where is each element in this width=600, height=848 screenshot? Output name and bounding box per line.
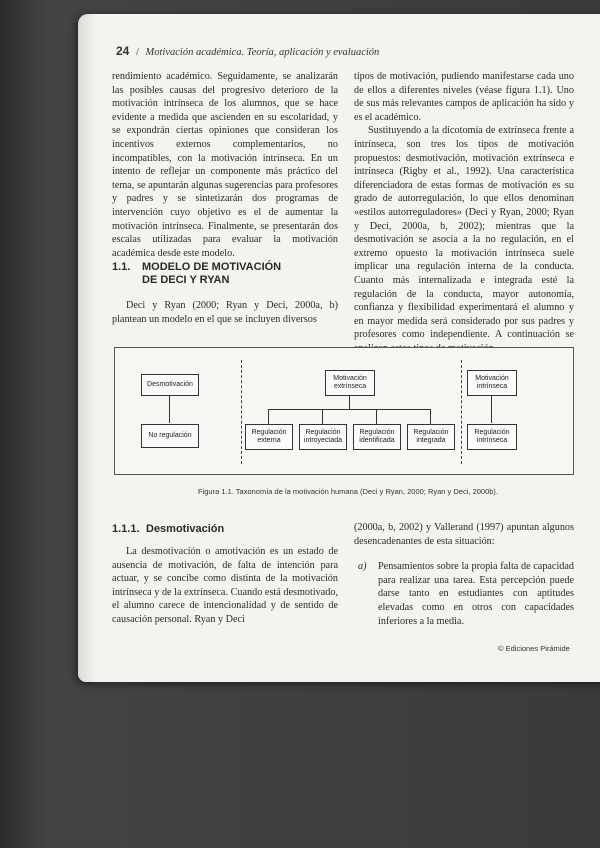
subsection-right-intro: (2000a, b, 2002) y Vallerand (1997) apuntan algunos desencadenantes de esta situación: xyxy=(354,522,574,547)
subsection-title: Desmotivación xyxy=(146,523,225,535)
subsection-number: 1.1.1. xyxy=(112,523,140,535)
section-number: 1.1. xyxy=(112,261,131,273)
list-item-text: Pensamientos sobre la propia falta de capacidad para realizar una tarea. Esta percepción puede darse tanto en estudiantes con aptitudes elevadas como en otros con capacidades inferiores a la media. xyxy=(378,561,574,627)
subsection-paragraph: La desmotivación o amotivación es un estado de ausencia de motivación, de falta de intención para actuar, y se concibe como distinta de la motivación intrínseca y de la extrínseca. Cuando está desmotivado, el alumno carece de intencionalidad y de sentido de causación personal. Ryan y Deci xyxy=(112,546,338,625)
label-reg-introyectada-2: introyectada xyxy=(303,437,343,444)
list-item xyxy=(354,560,574,628)
publisher-footer: © Ediciones Pirámide xyxy=(498,644,570,653)
section-paragraph: Deci y Ryan (2000; Ryan y Deci, 2000a, b) plantean un modelo en el que se incluyen diversos xyxy=(112,300,338,325)
box-motivacion-extrinseca xyxy=(325,370,375,396)
section-title-line1: MODELO DE MOTIVACIÓN xyxy=(142,261,282,273)
connector-branch-4 xyxy=(430,409,431,424)
running-header xyxy=(116,44,379,58)
connector-extrinseca-trunk xyxy=(349,395,350,409)
label-reg-intrinseca-2: intrínseca xyxy=(476,437,508,444)
running-title: Motivación académica. Teoría, aplicación y evaluación xyxy=(145,47,380,58)
connector-desmotivacion xyxy=(169,395,170,423)
connector-branch-3 xyxy=(376,409,377,424)
label-desmotivacion: Desmotivación xyxy=(147,381,193,388)
connector-branch-2 xyxy=(322,409,323,424)
label-motivacion-extrinseca-2: extrínseca xyxy=(333,383,367,390)
header-separator: / xyxy=(135,47,139,58)
label-reg-introyectada-1: Regulación xyxy=(305,429,341,436)
page-number: 24 xyxy=(116,44,130,58)
divider-left xyxy=(241,360,242,464)
section-intro-text xyxy=(112,299,338,326)
label-reg-integrada-2: integrada xyxy=(416,437,446,444)
label-reg-identificada-1: Regulación xyxy=(359,429,395,436)
section-heading xyxy=(112,261,342,287)
label-no-regulacion: No regulación xyxy=(148,432,192,439)
right-paragraph-1: tipos de motivación, pudiendo manifestarse cada uno de ellos a diferentes niveles (véase figura 1.1). Uno de sus más relevantes campos de aplicación ha sido y es el académico. xyxy=(354,71,574,123)
box-regulacion-integrada xyxy=(407,424,455,450)
box-regulacion-identificada xyxy=(353,424,401,450)
label-motivacion-extrinseca-1: Motivación xyxy=(333,375,367,382)
book-page xyxy=(78,14,600,682)
divider-right xyxy=(461,360,462,464)
label-reg-intrinseca-1: Regulación xyxy=(474,429,510,436)
right-column-text xyxy=(354,70,574,355)
left-paragraph-1: rendimiento académico. Seguidamente, se analizarán las posibles causas del progresivo deterioro de la motivación intrínseca de los alumnos, que se hace evidente a medida que ascienden en su escolaridad, y se expondrán ciertas opiniones que consideran los incentivos externos complementarios, no incompatibles, con la motivación intrínseca. En un intento de reflejar un componente más práctico del tema, se apuntarán algunas sugerencias para profesores y padres y se sintetizarán dos programas de intervención cuyo objetivo es el de aumentar la motivación intrínseca. Finalmente, se presentarán dos escalas utilizadas para evaluar la motivación académica desde este modelo. xyxy=(112,71,338,259)
connector-intrinseca xyxy=(491,395,492,423)
subsection-left-text xyxy=(112,545,338,627)
subsection-right-text xyxy=(354,521,574,628)
box-regulacion-introyectada xyxy=(299,424,347,450)
subsection-heading xyxy=(112,523,224,535)
label-reg-externa-2: externa xyxy=(257,437,281,444)
section-title-line2: DE DECI Y RYAN xyxy=(142,274,230,286)
right-paragraph-2: Sustituyendo a la dicotomía de extrínseca frente a intrínseca, son tres los tipos de motivación propuestos: desmotivación, motivación extrínseca e intrínseca (Rigby et al., 1992). Una característica diferenciadora de estas formas de motivación es su grado de autorregulación, lo que ellos denominan «estilos autorreguladores» (Deci y Ryan, 2000; Ryan y Deci, 2000a, b, 2002); mientras que la desmotivación se asocia a la no regulación, en el extremo opuesto la motivación intrínseca suele implicar una regulación interna de la conducta. Cuanto más internalizada e integrada esté la regulación de la conducta, mayor autonomía, confianza y flexibilidad experimentará el alumno y en mayor medida será considerado por sus padres y profesores como independiente. A continuación se xyxy=(354,125,574,341)
left-column-text xyxy=(112,70,338,260)
figure-caption: Figura 1.1. Taxonomía de la motivación humana (Deci y Ryan, 2000; Ryan y Deci, 2000b). xyxy=(197,487,499,496)
label-motivacion-intrinseca-2: intrínseca xyxy=(476,383,508,390)
label-reg-externa-1: Regulación xyxy=(251,429,287,436)
box-desmotivacion xyxy=(141,374,199,396)
box-motivacion-intrinseca xyxy=(467,370,517,396)
list-marker: a) xyxy=(358,561,367,573)
box-no-regulacion xyxy=(141,424,199,448)
box-regulacion-externa xyxy=(245,424,293,450)
connector-branch-1 xyxy=(268,409,269,424)
box-regulacion-intrinseca xyxy=(467,424,517,450)
connector-extrinseca-bar xyxy=(268,409,430,410)
label-reg-integrada-1: Regulación xyxy=(413,429,449,436)
label-motivacion-intrinseca-1: Motivación xyxy=(475,375,509,382)
label-reg-identificada-2: identificada xyxy=(359,437,395,444)
taxonomy-figure xyxy=(114,347,574,475)
